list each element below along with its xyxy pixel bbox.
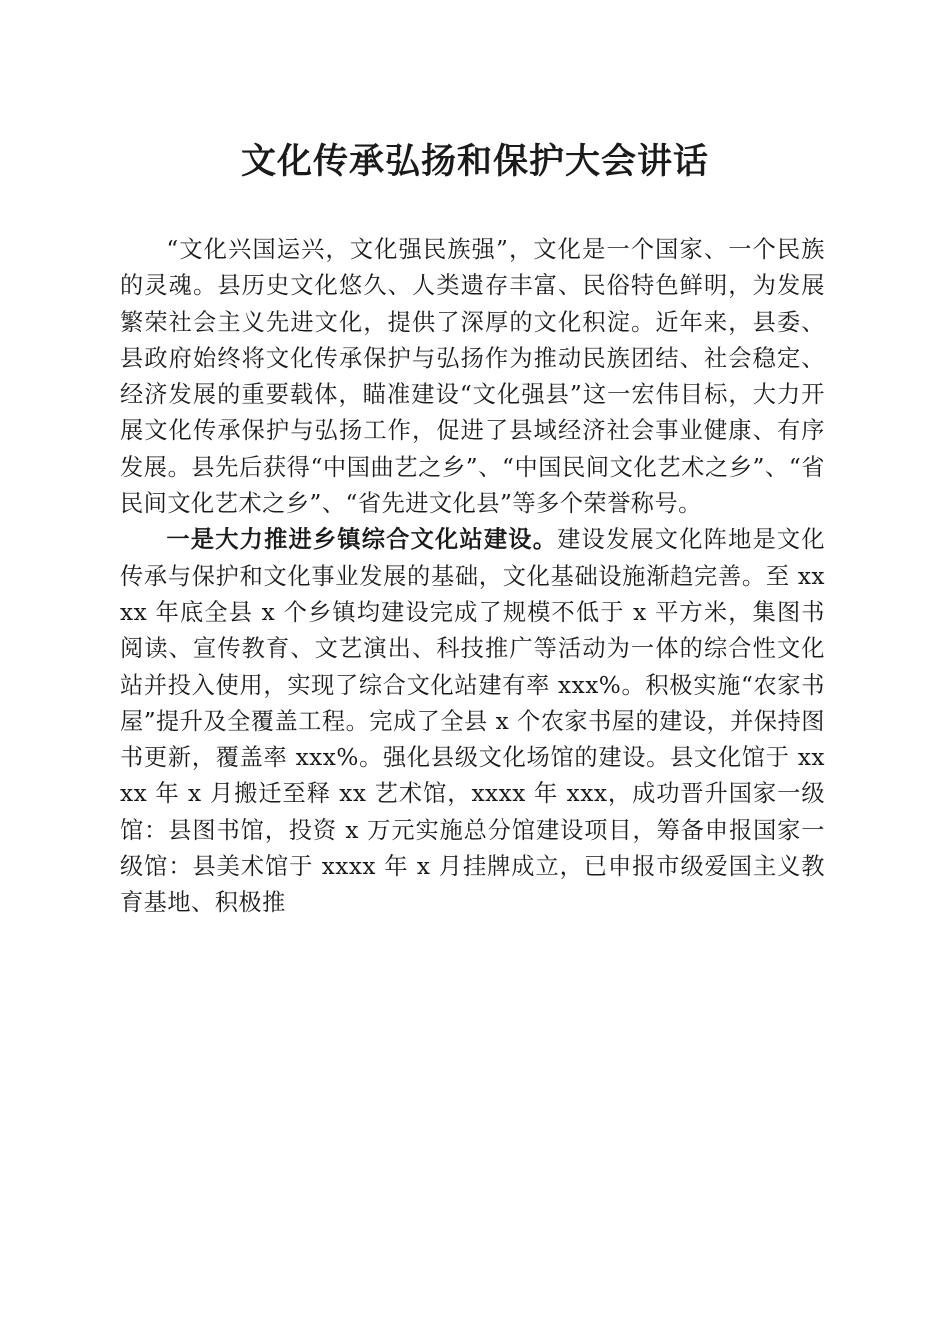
- document-title: 文化传承弘扬和保护大会讲话: [240, 141, 709, 182]
- paragraph-text: 建设发展文化阵地是文化传承与保护和文化事业发展的基础，文化基础设施渐趋完善。至 xxxx 年底全县 x 个乡镇均建设完成了规模不低于 x 平方米，集图书阅读、宣传教育、文艺演出、科技推广等活动为一体的综合性文化站并投入使用，实现了综合文化站建有率 xxx%。积极实施“农家书屋”提升及全覆盖工程。完成了全县 x 个农家书屋的建设，并保持图书更新，覆盖率 xxx%。强化县级文化场馆的建设。县文化馆于 xxxx 年 x 月搬迁至释 xx 艺术馆，xxxx 年 xxx，成功晋升国家一级馆：县图书馆，投资 x 万元实施总分馆建设项目，筹备申报国家一级馆：县美术馆于 xxxx 年 x 月挂牌成立，已申报市级爱国主义教育基地、积极推: [120, 526, 826, 917]
- document-body: [120, 232, 825, 922]
- paragraph-point-one: [120, 522, 825, 921]
- paragraph-intro: [120, 232, 825, 522]
- paragraph-text: “文化兴国运兴，文化强民族强”，文化是一个国家、一个民族的灵魂。县历史文化悠久、人类遗存丰富、民俗特色鲜明，为发展繁荣社会主义先进文化，提供了深厚的文化积淀。近年来，县委、县政府始终将文化传承保护与弘扬作为推动民族团结、社会稳定、经济发展的重要载体，瞄准建设“文化强县”这一宏伟目标，大力开展文化传承保护与弘扬工作，促进了县域经济社会事业健康、有序发展。县先后获得“中国曲艺之乡”、“中国民间文化艺术之乡”、“省民间文化艺术之乡”、“省先进文化县”等多个荣誉称号。: [120, 236, 825, 518]
- paragraph-lead: 一是大力推进乡镇综合文化站建设。: [166, 526, 558, 554]
